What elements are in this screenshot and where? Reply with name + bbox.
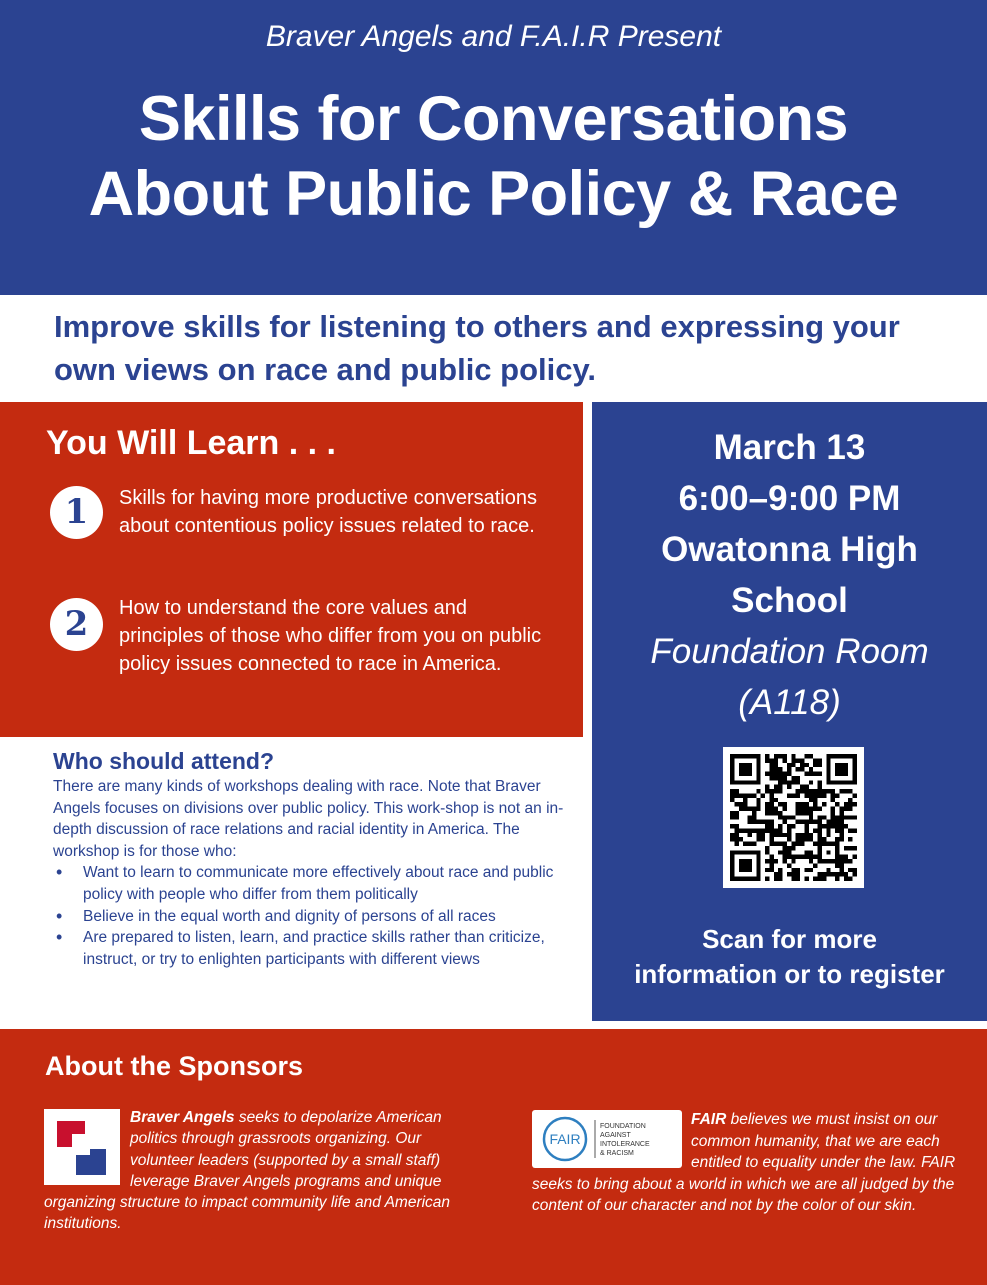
list-item: • Believe in the equal worth and dignity of persons of all races (53, 906, 573, 928)
qr-code[interactable] (723, 747, 864, 888)
page-title (0, 82, 987, 232)
tagline: Improve skills for listening to others and expressing your own views on race and public policy. (54, 309, 900, 387)
fair-logo (532, 1110, 682, 1168)
event-info (592, 422, 987, 728)
attend-heading: Who should attend? (53, 748, 275, 774)
number-badge: 1 (50, 486, 103, 539)
attend-intro: There are many kinds of workshops dealing with race. Note that Braver Angels focuses on divisions over public policy. This work-shop is not an in-depth discussion of race relations and racial identity in America. The workshop is for those who: (53, 778, 564, 860)
braver-angels-logo-icon (44, 1109, 120, 1185)
sponsors-heading: About the Sponsors (45, 1051, 303, 1081)
fair-name: FAIR (691, 1111, 727, 1128)
event-room (592, 626, 987, 728)
location-line-1: Owatonna High (661, 530, 918, 569)
event-location (592, 524, 987, 626)
scan-line-2: information or to register (634, 959, 945, 989)
event-date: March 13 (713, 428, 866, 467)
event-panel (592, 402, 987, 1021)
list-item: • Are prepared to listen, learn, and practice skills rather than criticize, instruct, or try to enlighten participants with different views (53, 927, 573, 970)
qr-code-icon (730, 754, 857, 881)
fair-text: believes we must insist on our common humanity, that we are each entitled to equality under the law. FAIR seeks to bring about a world in which we are all judged by the content of our character and not by the color of our skin. (532, 1111, 956, 1215)
fair-logo-line-3: INTOLERANCE (600, 1141, 650, 1148)
learn-panel (0, 402, 583, 737)
fair-logo-line-2: AGAINST (600, 1132, 631, 1139)
attend-section (53, 746, 573, 970)
braver-angels-logo (44, 1109, 120, 1185)
fair-logo-icon (532, 1110, 682, 1168)
sponsors-panel (0, 1029, 987, 1285)
header-banner (0, 0, 987, 295)
learn-item-text: How to understand the core values and principles of those who differ from you on public policy issues connected to race in America. (119, 597, 542, 675)
attend-list (53, 862, 573, 970)
location-line-2: School (731, 581, 848, 620)
presenters-line: Braver Angels and F.A.I.R Present (265, 20, 722, 53)
fair-logo-wordmark: FAIR (549, 1131, 581, 1147)
title-line-1: Skills for Conversations (138, 84, 849, 154)
room-line-2: (A118) (738, 683, 841, 722)
title-line-2: About Public Policy & Race (88, 159, 899, 229)
scan-caption (592, 922, 987, 992)
learn-item-text: Skills for having more productive conversations about contentious policy issues related to race. (119, 487, 537, 537)
braver-angels-text: seeks to depolarize American politics through grassroots organizing. Our volunteer leaders (supported by a small staff) leverage Braver Angels programs and unique organizing structure to impact community life and American institutions. (44, 1109, 451, 1233)
list-item: • Want to learn to communicate more effectively about race and public policy with people who differ from them politically (53, 862, 573, 905)
room-line-1: Foundation Room (650, 632, 929, 671)
number-badge: 2 (50, 598, 103, 651)
scan-line-1: Scan for more (702, 924, 877, 954)
event-time: 6:00–9:00 PM (678, 479, 901, 518)
fair-logo-line-1: FOUNDATION (600, 1123, 646, 1130)
learn-heading: You Will Learn . . . (46, 424, 336, 462)
braver-angels-name: Braver Angels (130, 1109, 235, 1126)
fair-logo-line-4: & RACISM (600, 1150, 634, 1157)
